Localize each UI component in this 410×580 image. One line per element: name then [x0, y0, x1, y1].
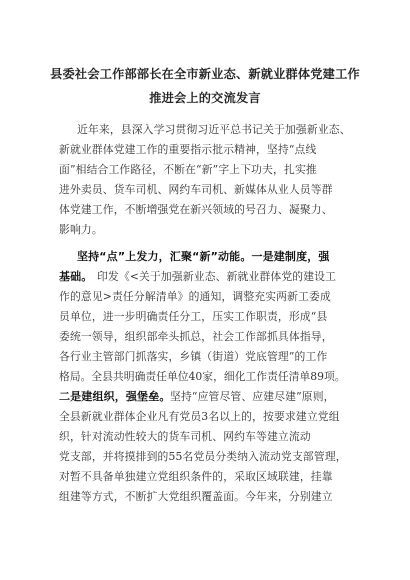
paragraph-line: 织，针对流动性较大的货车司机、网约车等建立流动: [59, 430, 311, 443]
section-heading: 坚持“点”上发力，汇聚“新”动能。一是建制度，强: [77, 250, 330, 263]
paragraph-line: 面”相结合工作路径，不断在“新”字上下功夫，扎实推: [59, 163, 317, 176]
paragraph-line: 委统一领导，组织部牵头抓总，社会工作部抓具体指导，: [59, 330, 333, 343]
document-title-line-2: 推进会上的交流发言: [149, 91, 261, 105]
paragraph-line: 印发《<关于加强新业态、新就业群体党的建设工: [97, 270, 337, 283]
document-title-line-1: 县委社会工作部部长在全市新业态、新就业群体党建工作: [50, 67, 360, 81]
paragraph-line: 新就业群体党建工作的重要指示批示精神，坚持“点线: [59, 143, 317, 156]
paragraph-line: 格局。全县共明确责任单位40家，细化工作责任清单89项。: [59, 370, 346, 383]
paragraph-line: 全县新就业群体企业凡有党员3名以上的，按要求建立党组: [59, 410, 340, 423]
paragraph-line: 坚持“应管尽管、应建尽建”原则，: [170, 390, 335, 403]
paragraph-line: 进外卖员、货车司机、网约车司机、新媒体从业人员等群: [59, 183, 333, 196]
paragraph-line: 影响力。: [59, 223, 103, 236]
paragraph-line: 各行业主管部门抓落实，乡镇（街道）党底管理”的工作: [59, 350, 328, 363]
paragraph-line: 员单位，进一步明确责任分工，压实工作职责，形成“县: [59, 310, 328, 323]
paragraph-line: 党支部，并将摸排到的55名党员分类纳入流动党支部管理，: [59, 450, 347, 463]
paragraph-line: 组建等方式，不断扩大党组织覆盖面。今年来，分别建立: [59, 490, 333, 503]
subheading-inline: 二是建组织，强堡垒。: [59, 390, 171, 403]
paragraph-line: 作的意见>责任分解清单》的通知，调整充实两新工委成: [59, 290, 331, 303]
paragraph-line: 对暂不具备单独建立党组织条件的，采取区域联建，挂靠: [59, 470, 333, 483]
paragraph-line: 近年来，县深入学习贯彻习近平总书记关于加强新业态、: [77, 123, 351, 136]
paragraph-line: 体党建工作，不断增强党在新兴领域的号召力、凝聚力、: [59, 203, 333, 216]
section-heading-continued: 基础。: [59, 270, 93, 283]
